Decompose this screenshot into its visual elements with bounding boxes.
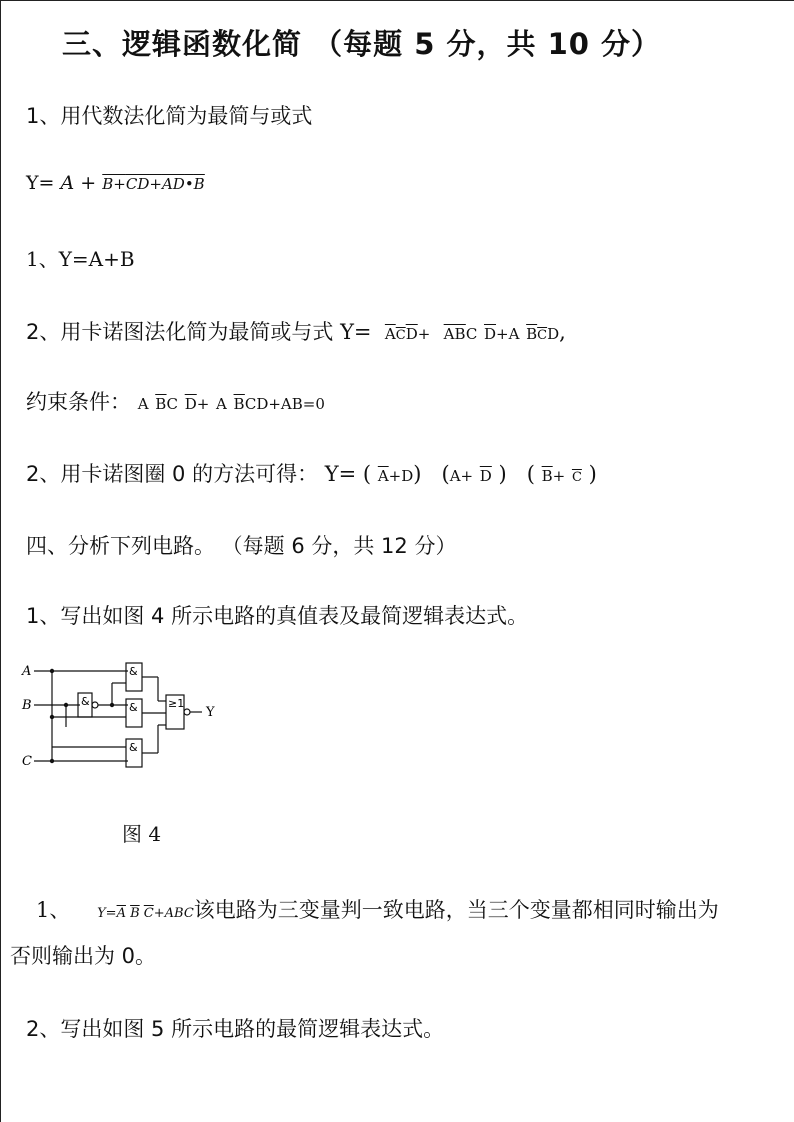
- question-3-1-expression: [26, 172, 205, 194]
- gate-or-label: ≥1: [168, 697, 185, 710]
- expr-plus: +: [80, 172, 97, 194]
- section-3-title: 三、逻辑函数化简 （每题 5 分，共 10 分）: [62, 27, 662, 61]
- question-3-1: 1、用代数法化简为最简与或式: [26, 104, 313, 128]
- expr-overbar-group: B+CD+AD•B: [102, 175, 205, 193]
- question-4-1: 1、写出如图 4 所示电路的真值表及最简逻辑表达式。: [26, 604, 529, 628]
- answer-4-1-expression: $Y=\overline{A}$ $\overline{B}$ $\overline{C}+ABC$: [97, 906, 194, 921]
- input-b-label: B: [22, 698, 32, 713]
- input-c-label: C: [22, 754, 32, 769]
- gate-3-label: &: [129, 701, 138, 714]
- question-3-2-constraint: 约束条件： A $\overline{B}C$ $\overline{D}+ A$ $\overline{B}CD+AB=0$: [26, 390, 325, 414]
- page-top-border: [0, 0, 794, 1]
- question-4-2: 2、写出如图 5 所示电路的最简逻辑表达式。: [26, 1017, 445, 1041]
- expr-a: A: [60, 172, 75, 194]
- answer-3-2: 2、用卡诺图圈 0 的方法可得： Y= ( $\overline{A}+D$) ($A+ \overline{D}$ ) ( $\overline{B}+ \overline{C}$ ): [26, 462, 597, 486]
- answer-4-1-line2: 否则输出为 0。: [10, 944, 157, 968]
- figure-4-caption: 图 4: [122, 822, 162, 846]
- answer-4-1: 1、 $Y=\overline{A}$ $\overline{B}$ $\overline{C}+ABC$该电路为三变量判一致电路，当三个变量都相同时输出为: [36, 898, 719, 922]
- output-y-label: Y: [206, 705, 215, 720]
- answer-3-1: 1、Y=A+B: [26, 247, 135, 271]
- circuit-figure-4: [20, 655, 230, 775]
- input-a-label: A: [22, 664, 32, 679]
- expr-prefix: Y=: [26, 172, 55, 194]
- gate-2-label: &: [129, 665, 138, 678]
- question-3-2: 2、用卡诺图法化简为最简或与式 $Y= \overline{A}\overline{C}\overline{D}+ \overline{A}\overline{B}C$ $\overline{D}+A$ $\overline{B}\overline{C}D$,: [26, 320, 566, 344]
- gate-4-label: &: [129, 741, 138, 754]
- gate-1-label: &: [81, 695, 90, 708]
- page-left-border: [0, 0, 1, 1122]
- section-4-title: 四、分析下列电路。 （每题 6 分，共 12 分）: [26, 534, 457, 558]
